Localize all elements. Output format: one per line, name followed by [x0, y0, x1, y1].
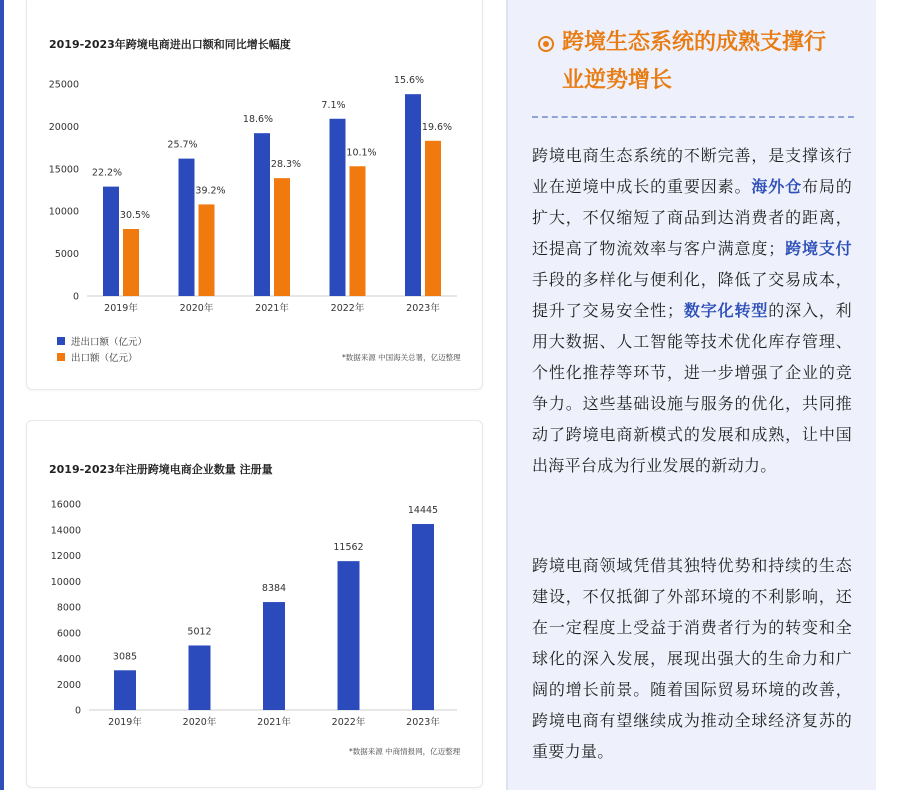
bar-primary [405, 94, 421, 296]
y-tick-label: 25000 [48, 79, 79, 91]
y-tick-label: 12000 [50, 551, 81, 562]
bar-primary [263, 602, 285, 710]
x-tick-label: 2022年 [331, 717, 366, 728]
paragraph-text: 布局的扩大，不仅缩短了商品到达消费者的距离，还提高了物流效率与客户满意度； [532, 177, 852, 258]
y-tick-label: 10000 [50, 576, 81, 588]
bar-primary [330, 119, 346, 296]
chart-title: 2019-2023年跨境电商进出口额和同比增长幅度 [49, 38, 291, 51]
data-label: 18.6% [242, 114, 274, 126]
bar-primary [114, 670, 136, 710]
x-tick-label: 2021年 [255, 303, 289, 314]
data-label: 22.2% [91, 167, 123, 179]
bar-secondary [199, 204, 215, 296]
data-label: 39.2% [195, 185, 226, 197]
target-bullet-icon [538, 36, 554, 52]
y-tick-label: 2000 [56, 679, 81, 691]
bar-primary [338, 561, 360, 710]
legend-label: 出口额（亿元） [71, 353, 138, 364]
bar-primary [254, 133, 270, 296]
x-tick-label: 2023年 [406, 717, 440, 728]
y-tick-label: 0 [72, 291, 79, 303]
x-tick-label: 2020年 [179, 303, 214, 314]
article-paragraph-2: 跨境电商领域凭借其独特优势和持续的生态建设，不仅抵御了外部环境的不利影响，还在一定程度上受益于消费者行为的转变和全球化的深入发展，展现出强大的生命力和广阔的增长前景。随着国际贸易环境的改善，跨境电商有望继续成为推动全球经济复苏的重要力量。 [532, 556, 852, 761]
chart-title: 2019-2023年注册跨境电商企业数量 注册量 [49, 463, 273, 476]
x-tick-label: 2023年 [406, 303, 440, 314]
highlight-keyword: 海外仓 [751, 177, 802, 196]
y-tick-label: 5000 [54, 249, 79, 261]
article-panel [506, 0, 876, 790]
x-tick-label: 2021年 [257, 717, 291, 728]
chart-card-registered-enterprises [26, 420, 483, 788]
bar-primary [179, 159, 195, 296]
legend-label: 进出口额（亿元） [71, 337, 148, 348]
y-tick-label: 10000 [48, 206, 79, 218]
bar-primary [189, 645, 211, 710]
paragraph-text: 跨境电商生态系统的不断完善，是支撑该行业在逆境中成长的重要因素。 [532, 146, 852, 196]
chart-card-trade-volume [26, 0, 483, 390]
x-tick-label: 2020年 [182, 717, 217, 728]
data-label: 3085 [112, 651, 138, 663]
y-tick-label: 14000 [50, 525, 81, 537]
article-paragraph-1 [532, 140, 852, 481]
data-label: 19.6% [421, 121, 453, 133]
x-tick-label: 2022年 [330, 303, 365, 314]
bar-secondary [274, 178, 290, 296]
paragraph-text: 手段的多样化与便利化，降低了交易成本，提升了交易安全性； [532, 270, 852, 320]
x-tick-label: 2019年 [104, 303, 138, 314]
paragraph-text: 的深入，利用大数据、人工智能等技术优化库存管理、个性化推荐等环节，进一步增强了企业的竞争力。这些基础设施与服务的优化，共同推动了跨境电商新模式的发展和成熟，让中国出海平台成为行业发展的新动力。 [532, 301, 852, 475]
data-label: 8384 [261, 583, 287, 595]
bar-secondary [350, 166, 366, 296]
y-tick-label: 0 [74, 705, 81, 717]
y-tick-label: 15000 [48, 164, 79, 176]
trade-volume-chart [27, 0, 484, 330]
data-label: 10.1% [346, 147, 377, 159]
chart-legend [57, 333, 147, 365]
page-left-accent-bar [0, 0, 4, 790]
bar-primary [412, 524, 434, 710]
legend-item-import-export [57, 333, 147, 349]
chart-source-note: *数据来源 中国海关总署，亿迈整理 [342, 353, 461, 362]
y-tick-label: 20000 [48, 121, 79, 133]
y-tick-label: 8000 [56, 602, 81, 614]
bar-secondary [425, 141, 441, 296]
data-label: 14445 [407, 505, 439, 517]
chart-source-note: *数据来源 中商情报网，亿迈整理 [349, 747, 461, 756]
data-label: 30.5% [119, 210, 151, 222]
data-label: 15.6% [393, 75, 425, 87]
y-tick-label: 16000 [50, 499, 81, 511]
heading-line: 跨境生态系统的成熟支撑行 [562, 30, 827, 55]
dashed-divider [532, 116, 854, 118]
legend-swatch-blue [57, 337, 65, 345]
data-label: 11562 [333, 542, 364, 554]
legend-swatch-orange [57, 353, 65, 361]
data-label: 28.3% [270, 159, 302, 171]
legend-item-export [57, 349, 147, 365]
heading-line: 业逆势增长 [562, 68, 673, 93]
y-tick-label: 6000 [56, 628, 81, 640]
highlight-keyword: 数字化转型 [683, 301, 769, 320]
highlight-keyword: 跨境支付 [784, 239, 852, 258]
bar-primary [103, 187, 119, 296]
data-label: 5012 [187, 626, 212, 638]
registered-enterprises-chart [27, 421, 484, 741]
article-heading [538, 24, 858, 100]
bar-secondary [123, 229, 139, 296]
x-tick-label: 2019年 [108, 717, 142, 728]
data-label: 25.7% [167, 139, 198, 151]
data-label: 7.1% [321, 99, 346, 111]
y-tick-label: 4000 [56, 654, 81, 665]
